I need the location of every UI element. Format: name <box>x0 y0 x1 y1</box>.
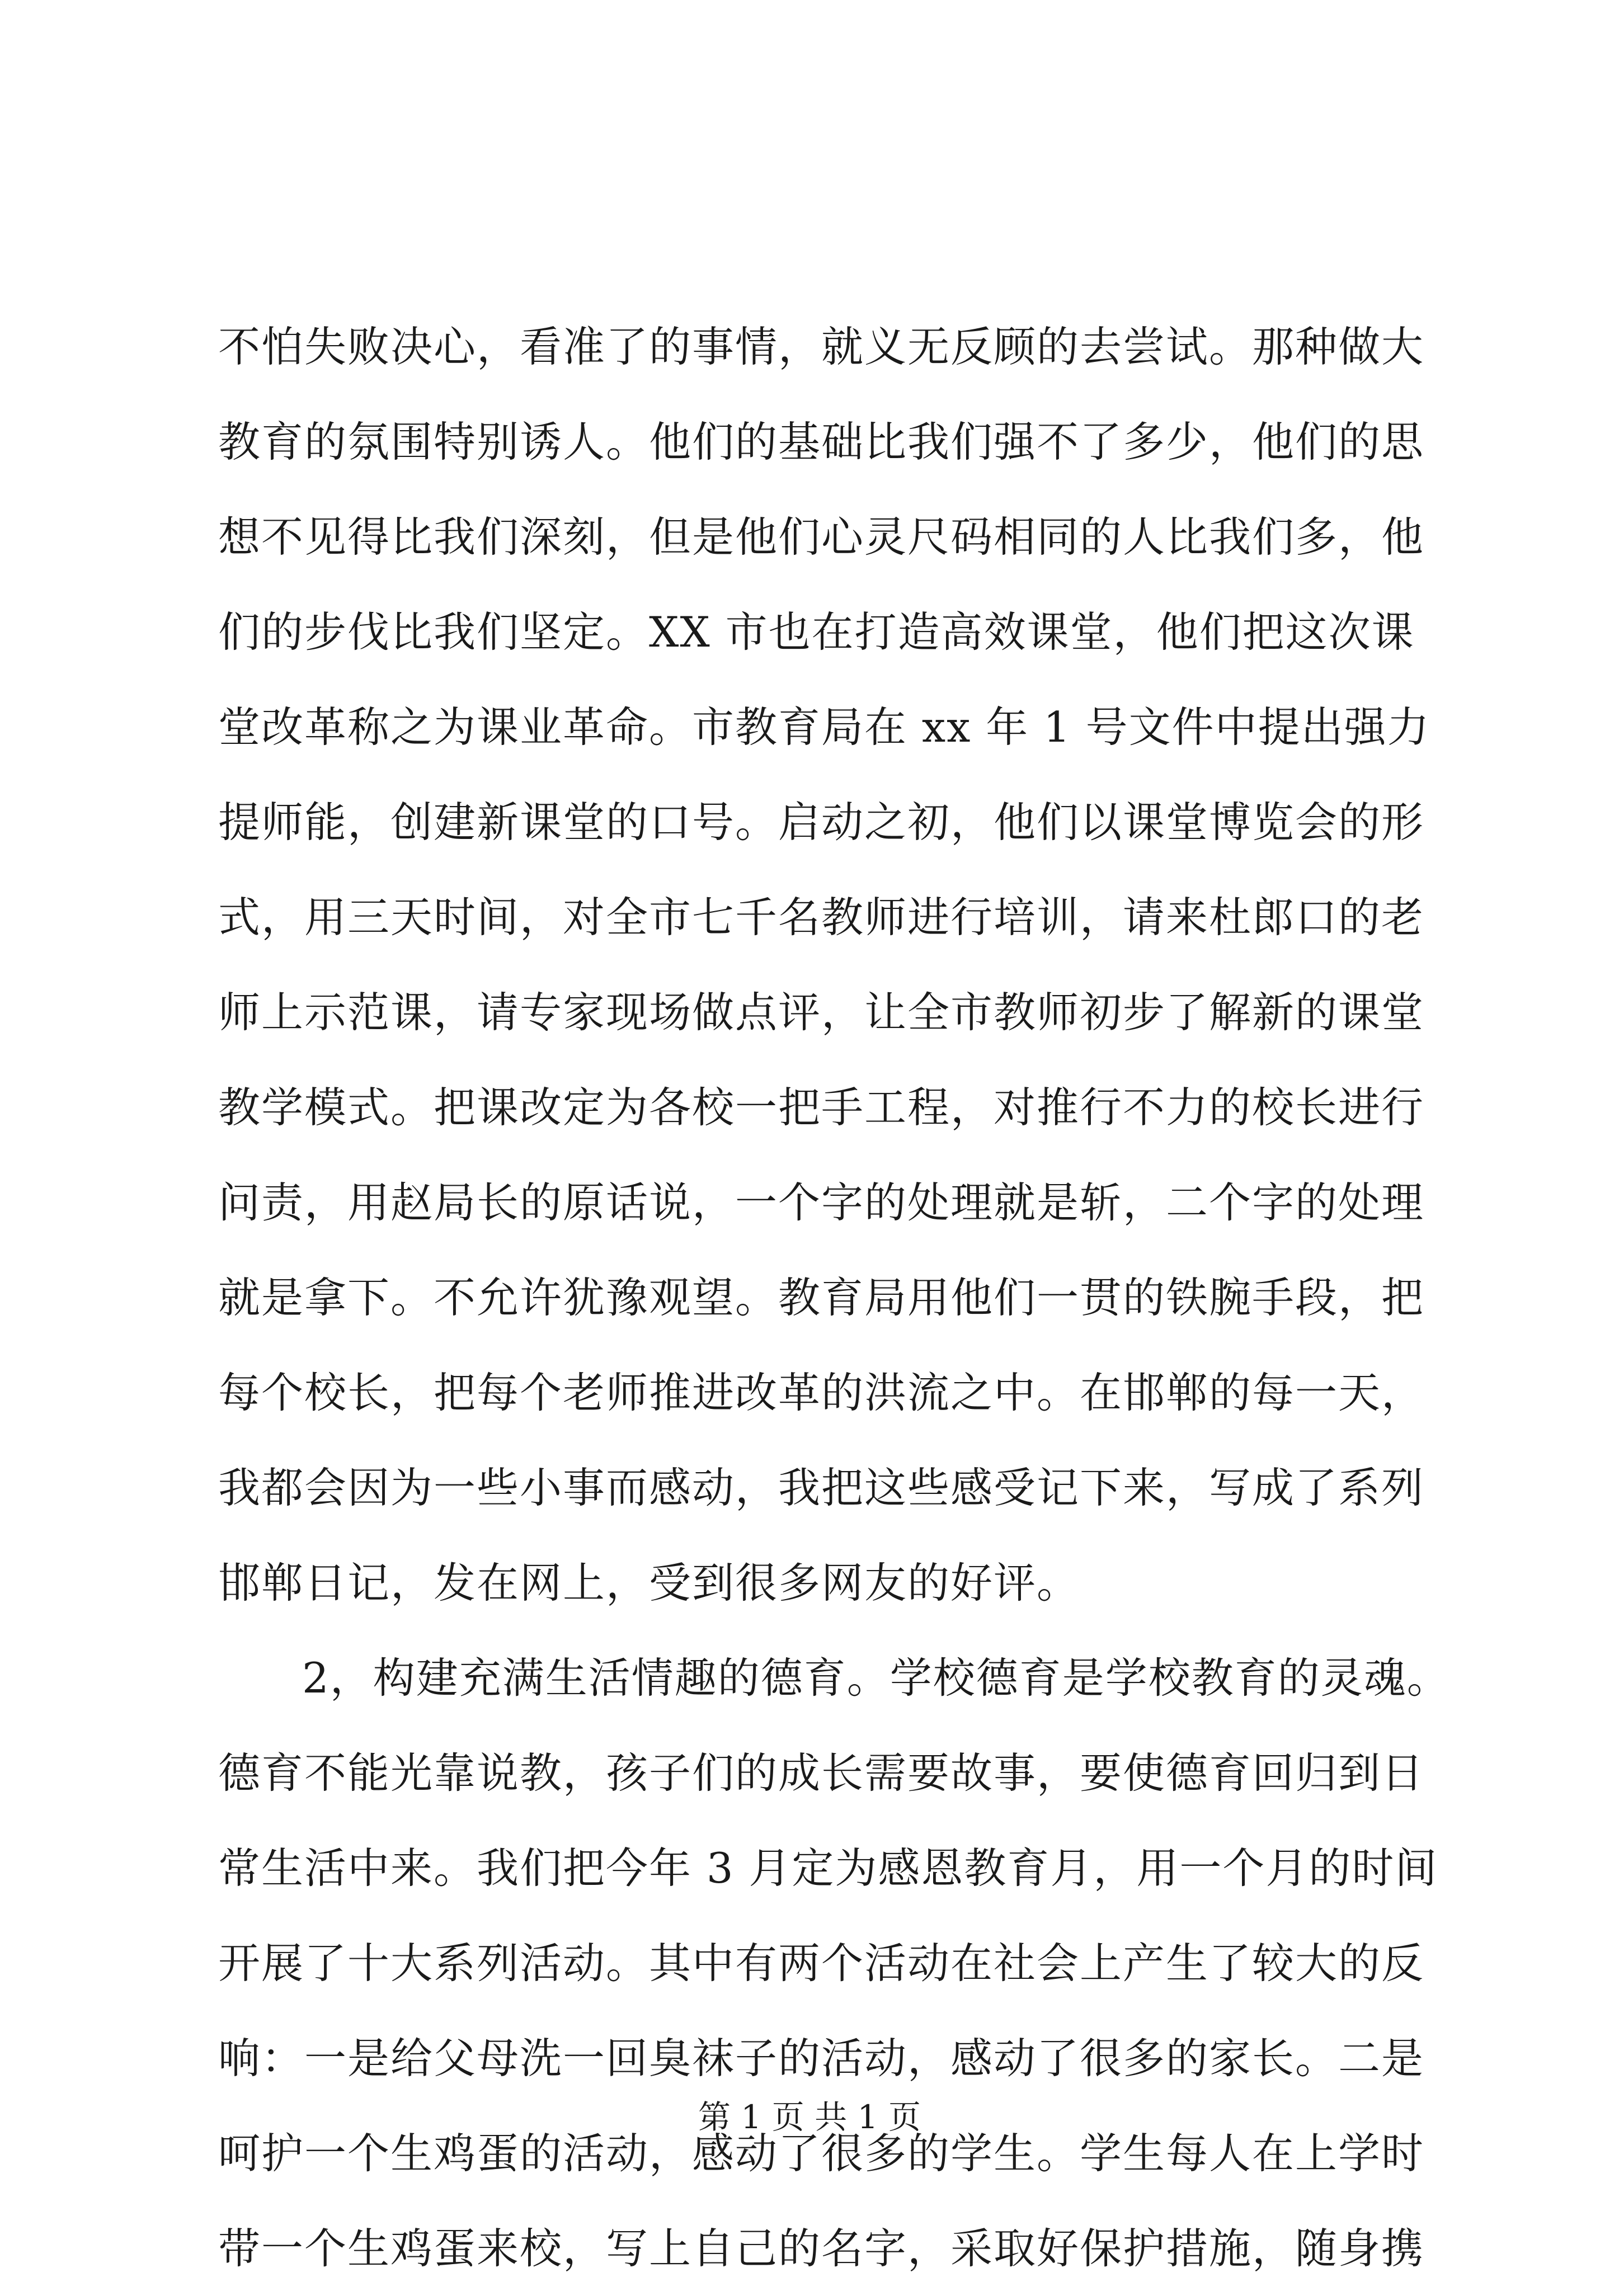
page-number-footer: 第 1 页 共 1 页 <box>698 2098 921 2136</box>
text-line: 响：一是给父母洗一回臭袜子的活动，感动了很多的家长。二是 <box>218 2034 1425 2083</box>
text-line: 邯郸日记，发在网上，受到很多网友的好评。 <box>218 1558 1080 1607</box>
text-line: 呵护一个生鸡蛋的活动，感动了很多的学生。学生每人在上学时 <box>218 2129 1425 2178</box>
text-line: 不怕失败决心，看准了的事情，就义无反顾的去尝试。那种做大 <box>218 322 1425 371</box>
text-line: 教育的氛围特别诱人。他们的基础比我们强不了多少，他们的思 <box>218 417 1425 466</box>
text-line: 们的步伐比我们坚定。XX 市也在打造高效课堂，他们把这次课 <box>218 607 1415 657</box>
text-line: 每个校长，把每个老师推进改革的洪流之中。在邯郸的每一天， <box>218 1368 1425 1417</box>
text-line: 堂改革称之为课业革命。市教育局在 xx 年 1 号文件中提出强力 <box>218 703 1430 752</box>
paragraph-start-line: 2，构建充满生活情趣的德育。学校德育是学校教育的灵魂。 <box>302 1653 1450 1703</box>
text-line: 带一个生鸡蛋来校，写上自己的名字，采取好保护措施，随身携 <box>218 2224 1425 2273</box>
text-line: 式，用三天时间，对全市七千名教师进行培训，请来杜郎口的老 <box>218 893 1425 942</box>
text-line: 问责，用赵局长的原话说，一个字的处理就是斩，二个字的处理 <box>218 1178 1425 1227</box>
text-line: 教学模式。把课改定为各校一把手工程，对推行不力的校长进行 <box>218 1083 1425 1132</box>
text-line: 德育不能光靠说教，孩子们的成长需要故事，要使德育回归到日 <box>218 1748 1425 1798</box>
text-line: 常生活中来。我们把今年 3 月定为感恩教育月，用一个月的时间 <box>218 1844 1438 1893</box>
text-line: 就是拿下。不允许犹豫观望。教育局用他们一贯的铁腕手段，把 <box>218 1273 1425 1322</box>
text-line: 我都会因为一些小事而感动，我把这些感受记下来，写成了系列 <box>218 1463 1425 1512</box>
text-line: 提师能，创建新课堂的口号。启动之初，他们以课堂博览会的形 <box>218 798 1425 847</box>
text-line: 想不见得比我们深刻，但是他们心灵尺码相同的人比我们多，他 <box>218 512 1425 562</box>
document-body <box>218 299 1450 2296</box>
text-line: 师上示范课，请专家现场做点评，让全市教师初步了解新的课堂 <box>218 988 1425 1037</box>
text-line: 开展了十大系列活动。其中有两个活动在社会上产生了较大的反 <box>218 1939 1425 1988</box>
